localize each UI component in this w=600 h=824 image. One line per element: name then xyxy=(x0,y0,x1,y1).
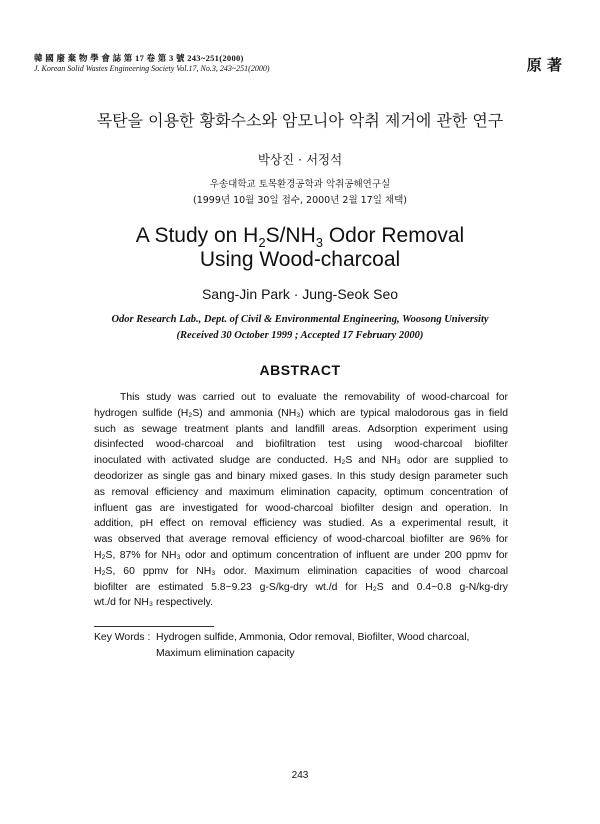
authors-korean: 박상진 · 서정석 xyxy=(257,152,343,167)
abstract-body xyxy=(94,390,508,611)
subscript: 2 xyxy=(258,235,266,251)
abstract-line: was observed that average removal efficiency of wood-charcoal biofilter are 96% for xyxy=(94,534,508,546)
abstract-line: as removal efficiency and maximum elimination capacity, optimum concentration of xyxy=(94,486,508,498)
affiliation-korean: 우송대학교 토목환경공학과 악취공해연구실 xyxy=(209,179,391,190)
authors-english: Sang-Jin Park · Jung-Seok Seo xyxy=(201,286,399,302)
article-type-label: 原 著 xyxy=(526,56,562,74)
abstract-line: deodorizer as single gas and binary mixed gases. In this study design parameter such xyxy=(94,470,508,482)
keywords-divider xyxy=(94,626,214,627)
abstract-line: influent gas are investigated for wood-charcoal biofilter design and operation. In xyxy=(94,502,508,514)
subscript: 3 xyxy=(315,235,323,251)
keywords-line-1: Hydrogen sulfide, Ammonia, Odor removal, Biofilter, Wood charcoal, xyxy=(156,632,470,643)
abstract-line: hydrogen sulfide (H₂S) and ammonia (NH₃) which are typical malodorous gas in field xyxy=(94,407,508,419)
title-korean: 목탄을 이용한 황화수소와 암모니아 악취 제거에 관한 연구 xyxy=(96,111,504,130)
title-text: S/NH xyxy=(265,224,316,247)
dates-english: (Received 30 October 1999 ; Accepted 17 February 2000) xyxy=(176,330,424,341)
page-number: 243 xyxy=(291,770,309,781)
abstract-line: disinfected wood-charcoal and biofiltration test using wood-charcoal biofilter xyxy=(94,439,508,451)
journal-citation-korean: 韓 國 廢 棄 物 學 會 誌 第 17 卷 第 3 號 243~251(2000) xyxy=(34,53,244,63)
title-english-line-2: Using Wood-charcoal xyxy=(199,248,401,271)
keywords-label: Key Words : xyxy=(94,632,151,643)
title-text: A Study on H xyxy=(135,224,259,247)
abstract-line: such as sewage treatment plants and landfill areas. Adsorption experiment using xyxy=(94,423,508,435)
abstract-line: H₂S, 87% for NH₃ odor and optimum concentration of influent are under 200 ppmv for xyxy=(94,549,508,561)
abstract-line: wt./d for NH₃ respectively. xyxy=(94,597,213,609)
abstract-line: This study was carried out to evaluate the removability of wood-charcoal for xyxy=(120,392,508,403)
keywords-line-2: Maximum elimination capacity xyxy=(156,648,295,659)
dates-korean: (1999년 10월 30일 접수, 2000년 2월 17일 채택) xyxy=(192,195,407,206)
title-text: Odor Removal xyxy=(323,224,465,247)
abstract-heading: ABSTRACT xyxy=(259,362,341,378)
abstract-line: H₂S, 60 ppmv for NH₃ odor. Maximum elimination capacities of wood charcoal xyxy=(94,565,508,577)
affiliation-english: Odor Research Lab., Dept. of Civil & Environmental Engineering, Woosong University xyxy=(111,314,489,325)
title-english-line-1 xyxy=(0,224,600,250)
abstract-line: inoculated with activated sludge are conducted. H₂S and NH₃ odor are supplied to xyxy=(94,455,508,467)
abstract-line: addition, pH effect on removal efficiency was studied. As a experimental result, it xyxy=(94,518,508,530)
abstract-line: biofilter are estimated 5.8~9.23 g-S/kg-dry wt./d for H₂S and 0.4~0.8 g-N/kg-dry xyxy=(94,581,508,593)
journal-citation-english: J. Korean Solid Wastes Engineering Society Vol.17, No.3, 243~251(2000) xyxy=(34,64,270,73)
